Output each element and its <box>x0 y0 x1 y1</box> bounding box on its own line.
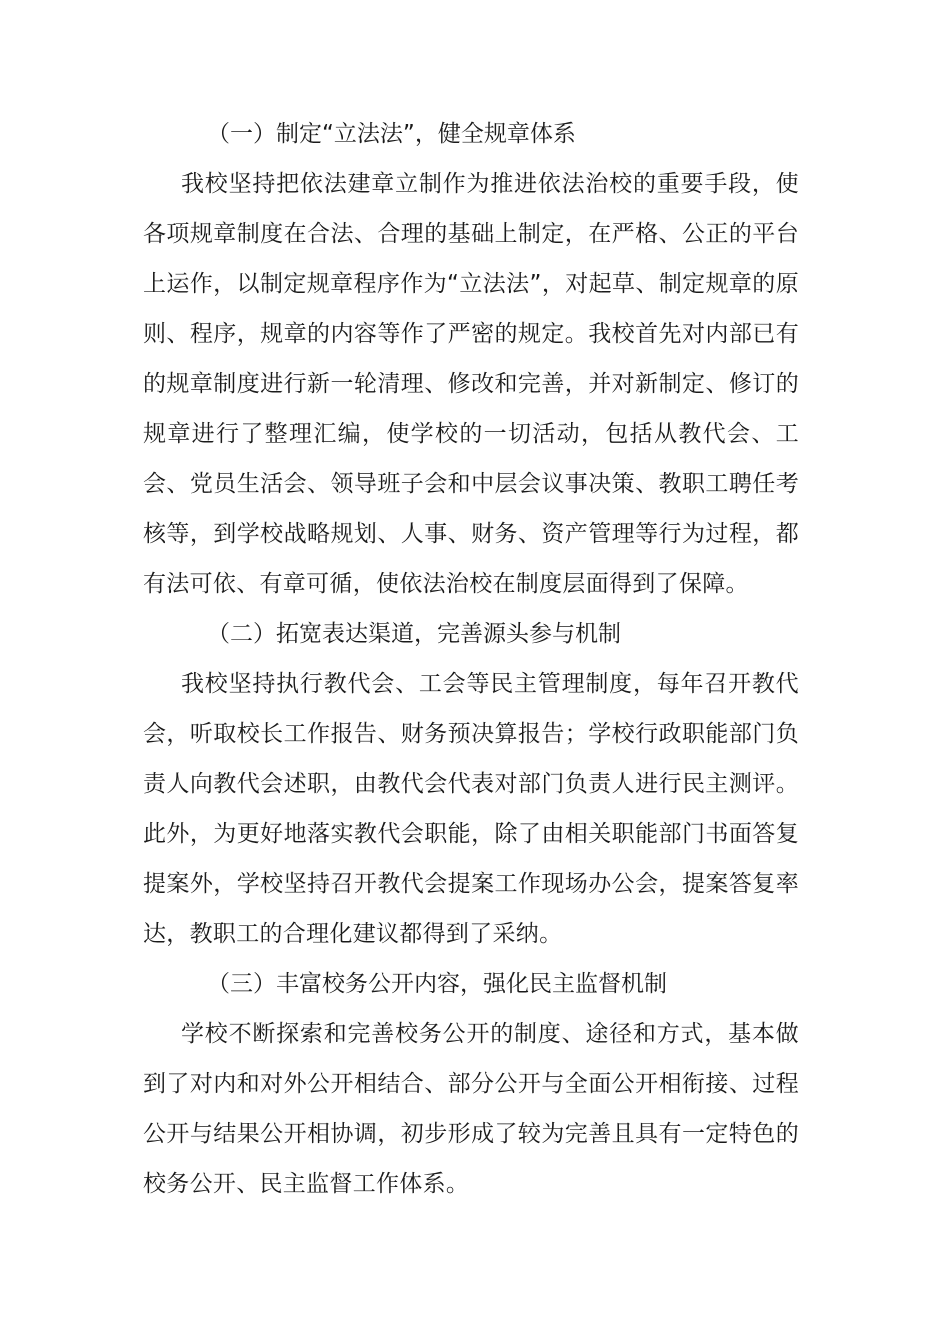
section-heading-3: （三）丰富校务公开内容，强化民主监督机制 <box>207 971 667 997</box>
section-heading-1: （一）制定“立法法”，健全规章体系 <box>207 121 576 147</box>
section-heading-2: （二）拓宽表达渠道，完善源头参与机制 <box>207 621 621 647</box>
document-body <box>143 109 799 1209</box>
section-paragraph-2: 我校坚持执行教代会、工会等民主管理制度，每年召开教代会，听取校长工作报告、财务预决算报告；学校行政职能部门负责人向教代会述职，由教代会代表对部门负责人进行民主测评。此外，为更好地落实教代会职能，除了由相关职能部门书面答复提案外，学校坚持召开教代会提案工作现场办公会，提案答复率达，教职工的合理化建议都得到了采纳。 <box>143 671 799 947</box>
section-paragraph-3: 学校不断探索和完善校务公开的制度、途径和方式，基本做到了对内和对外公开相结合、部分公开与全面公开相衔接、过程公开与结果公开相协调，初步形成了较为完善且具有一定特色的校务公开、民主监督工作体系。 <box>143 1021 799 1197</box>
section-paragraph-1: 我校坚持把依法建章立制作为推进依法治校的重要手段，使各项规章制度在合法、合理的基础上制定，在严格、公正的平台上运作，以制定规章程序作为“立法法”，对起草、制定规章的原则、程序，规章的内容等作了严密的规定。我校首先对内部已有的规章制度进行新一轮清理、修改和完善，并对新制定、修订的规章进行了整理汇编，使学校的一切活动，包括从教代会、工会、党员生活会、领导班子会和中层会议事决策、教职工聘任考核等，到学校战略规划、人事、财务、资产管理等行为过程，都有法可依、有章可循，使依法治校在制度层面得到了保障。 <box>143 171 799 597</box>
